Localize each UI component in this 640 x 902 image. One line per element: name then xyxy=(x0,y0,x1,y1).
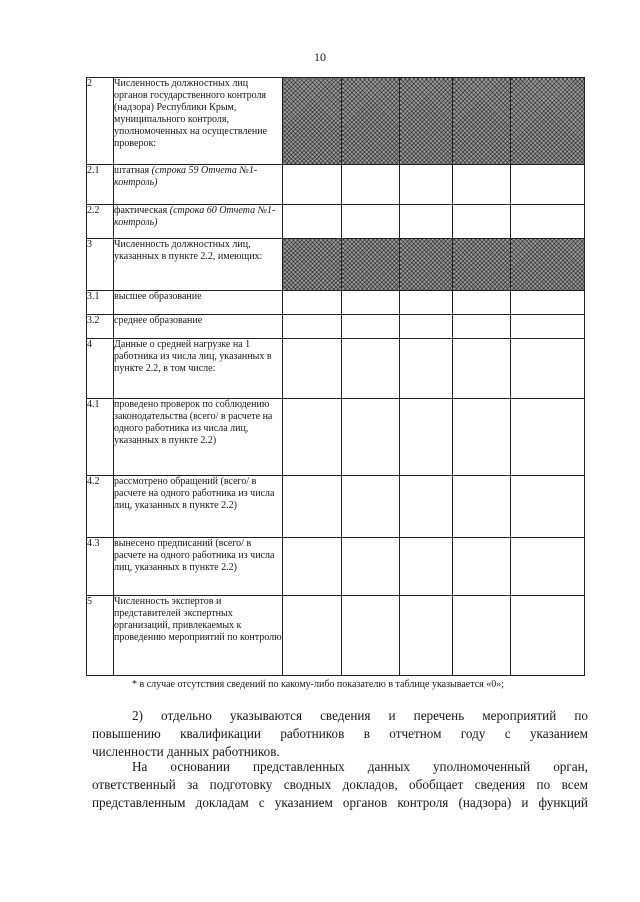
value-cell xyxy=(342,538,400,596)
row-number: 2.2 xyxy=(87,205,114,239)
page-number: 10 xyxy=(314,50,326,64)
table-row xyxy=(87,476,585,538)
row-label-text: фактическая xyxy=(114,205,168,216)
shaded-value-cell xyxy=(511,78,585,165)
value-cell xyxy=(342,399,400,476)
row-label xyxy=(114,339,283,399)
row-label-text: рассмотрено обращений (всего/ в расчете на одного работника из числа лиц, указанных в пункте 2.2) xyxy=(114,476,275,511)
value-cell xyxy=(511,476,585,538)
row-label xyxy=(114,538,283,596)
row-label-text: высшее образование xyxy=(114,291,202,302)
value-cell xyxy=(283,538,342,596)
table-row xyxy=(87,291,585,315)
value-cell xyxy=(453,315,511,339)
table-row xyxy=(87,239,585,291)
value-cell xyxy=(400,339,453,399)
row-number: 3.1 xyxy=(87,291,114,315)
value-cell xyxy=(283,399,342,476)
paragraph-summary xyxy=(92,758,588,812)
row-number: 4.2 xyxy=(87,476,114,538)
row-label xyxy=(114,291,283,315)
value-cell xyxy=(511,315,585,339)
paragraph-line: 2) отдельно указываются сведения и перечень мероприятий по xyxy=(132,708,588,723)
value-cell xyxy=(400,165,453,205)
table-row xyxy=(87,339,585,399)
value-cell xyxy=(342,165,400,205)
row-number: 4.3 xyxy=(87,538,114,596)
paragraph-line: ответственный за подготовку сводных докладов, обобщает сведения по всем xyxy=(92,777,588,792)
table-row xyxy=(87,399,585,476)
shaded-value-cell xyxy=(283,239,342,291)
table-row xyxy=(87,165,585,205)
row-label xyxy=(114,239,283,291)
row-label xyxy=(114,205,283,239)
value-cell xyxy=(283,205,342,239)
row-number: 4.1 xyxy=(87,399,114,476)
value-cell xyxy=(342,476,400,538)
value-cell xyxy=(400,205,453,239)
value-cell xyxy=(400,399,453,476)
value-cell xyxy=(400,315,453,339)
shaded-value-cell xyxy=(453,78,511,165)
shaded-value-cell xyxy=(453,239,511,291)
value-cell xyxy=(342,205,400,239)
value-cell xyxy=(283,339,342,399)
shaded-value-cell xyxy=(342,78,400,165)
paragraph-line: представленным докладам с указанием органов контроля (надзора) и функций xyxy=(92,795,588,810)
paragraph-line: На основании представленных данных уполномоченный орган, xyxy=(132,759,588,774)
row-label xyxy=(114,165,283,205)
value-cell xyxy=(283,165,342,205)
value-cell xyxy=(453,205,511,239)
paragraph-line: численности данных работников. xyxy=(92,744,280,759)
value-cell xyxy=(511,205,585,239)
value-cell xyxy=(283,476,342,538)
row-label-text: Численность должностных лиц, указанных в пункте 2.2, имеющих: xyxy=(114,239,263,262)
value-cell xyxy=(453,291,511,315)
paragraph-qualification xyxy=(92,707,588,761)
value-cell xyxy=(511,596,585,676)
row-number: 3 xyxy=(87,239,114,291)
value-cell xyxy=(453,476,511,538)
value-cell xyxy=(400,291,453,315)
value-cell xyxy=(453,596,511,676)
shaded-value-cell xyxy=(511,239,585,291)
value-cell xyxy=(283,291,342,315)
value-cell xyxy=(400,538,453,596)
value-cell xyxy=(511,165,585,205)
table-row xyxy=(87,596,585,676)
table-row xyxy=(87,315,585,339)
value-cell xyxy=(453,339,511,399)
shaded-value-cell xyxy=(400,239,453,291)
shaded-value-cell xyxy=(283,78,342,165)
shaded-value-cell xyxy=(342,239,400,291)
row-label-text: Численность экспертов и представителей экспертных организаций, привлекаемых к проведению мероприятий по контролю xyxy=(114,596,282,643)
value-cell xyxy=(400,596,453,676)
paragraph-line: повышению квалификации работников в отчетном году с указанием xyxy=(92,726,588,741)
value-cell xyxy=(342,339,400,399)
value-cell xyxy=(342,315,400,339)
value-cell xyxy=(511,291,585,315)
row-label-text: штатная xyxy=(114,165,150,176)
table-row xyxy=(87,205,585,239)
value-cell xyxy=(342,596,400,676)
value-cell xyxy=(511,399,585,476)
value-cell xyxy=(283,596,342,676)
row-label xyxy=(114,399,283,476)
row-number: 2 xyxy=(87,78,114,165)
row-source-reference: (строка 59 Отчета №1-контроль) xyxy=(114,165,258,188)
value-cell xyxy=(511,339,585,399)
value-cell xyxy=(453,165,511,205)
value-cell xyxy=(453,399,511,476)
value-cell xyxy=(342,291,400,315)
value-cell xyxy=(453,538,511,596)
value-cell xyxy=(511,538,585,596)
row-number: 2.1 xyxy=(87,165,114,205)
row-label xyxy=(114,315,283,339)
row-source-reference: (строка 60 Отчета №1-контроль) xyxy=(114,205,276,228)
row-number: 5 xyxy=(87,596,114,676)
value-cell xyxy=(283,315,342,339)
row-label xyxy=(114,476,283,538)
report-table xyxy=(86,77,585,676)
row-label-text: среднее образование xyxy=(114,315,203,326)
table-row xyxy=(87,78,585,165)
row-label xyxy=(114,596,283,676)
table-row xyxy=(87,538,585,596)
row-label-text: Численность должностных лиц органов государственного контроля (надзора) Республики Крым, муниципального контроля, уполномоченных на осуществление проверок: xyxy=(114,78,268,149)
row-label-text: проведено проверок по соблюдению законодательства (всего/ в расчете на одного работника из числа лиц, указанных в пункте 2.2) xyxy=(114,399,273,446)
value-cell xyxy=(400,476,453,538)
shaded-value-cell xyxy=(400,78,453,165)
footnote: * в случае отсутствия сведений по какому-либо показателю в таблице указывается «0»; xyxy=(132,679,505,690)
row-number: 4 xyxy=(87,339,114,399)
row-label-text: вынесено предписаний (всего/ в расчете на одного работника из числа лиц, указанных в пункте 2.2) xyxy=(114,538,275,573)
row-number: 3.2 xyxy=(87,315,114,339)
row-label-text: Данные о средней нагрузке на 1 работника из числа лиц, указанных в пункте 2.2, в том числе: xyxy=(114,339,272,374)
row-label xyxy=(114,78,283,165)
